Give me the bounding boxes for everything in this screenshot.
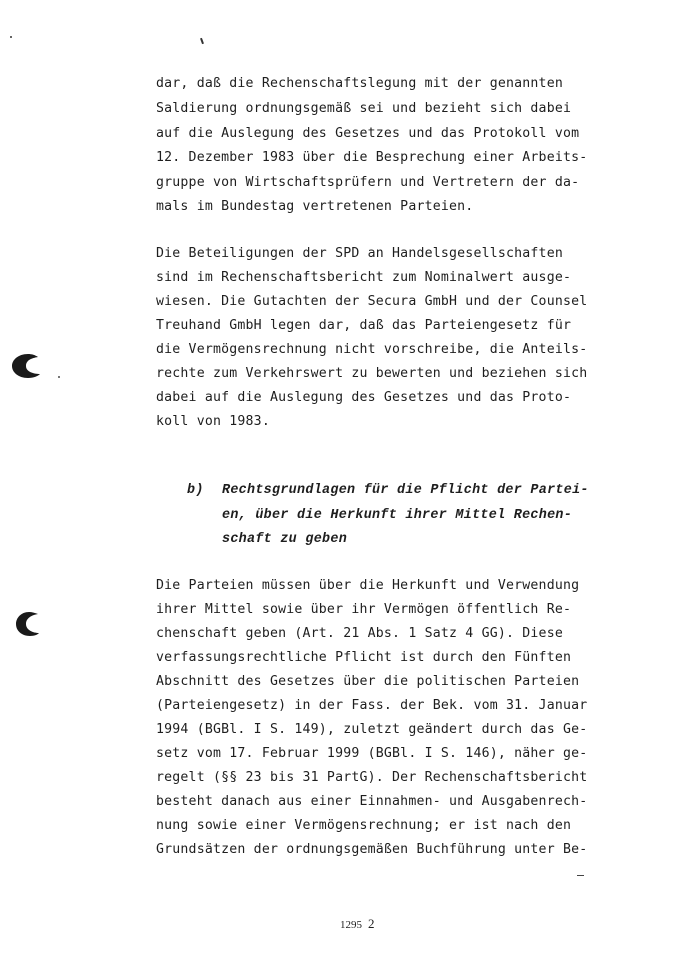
text-line: Treuhand GmbH legen dar, daß das Parteiengesetz für [156,318,572,333]
stamp-number: 1295 [340,919,362,931]
section-heading-line: schaft zu geben [222,532,348,547]
text-line: setz vom 17. Februar 1999 (BGBl. I S. 146), näher ge- [156,746,588,761]
text-line: besteht danach aus einer Einnahmen- und Ausgabenrech- [156,794,588,809]
page-footer [340,916,375,932]
text-line: 1994 (BGBl. I S. 149), zuletzt geändert durch das Ge- [156,722,588,737]
text-line: rechte zum Verkehrswert zu bewerten und beziehen sich [156,366,588,381]
text-line: ihrer Mittel sowie über ihr Vermögen öffentlich Re- [156,602,572,617]
text-line: wiesen. Die Gutachten der Secura GmbH und der Counsel [156,294,588,309]
text-line: (Parteiengesetz) in der Fass. der Bek. vom 31. Januar [156,698,588,713]
punch-hole-mark [8,352,42,380]
text-line: nung sowie einer Vermögensrechnung; er ist nach den [156,818,572,833]
scan-speck [58,376,60,378]
text-line: Die Parteien müssen über die Herkunft und Verwendung [156,578,580,593]
text-line: Die Beteiligungen der SPD an Handelsgesellschaften [156,246,563,261]
text-line: die Vermögensrechnung nicht vorschreibe, die Anteils- [156,342,588,357]
text-line: dabei auf die Auslegung des Gesetzes und das Proto- [156,390,572,405]
text-line: sind im Rechenschaftsbericht zum Nominalwert ausge- [156,270,572,285]
page-number: 2 [368,916,375,931]
text-line: Saldierung ordnungsgemäß sei und bezieht sich dabei [156,101,572,116]
section-heading-line: Rechtsgrundlagen für die Pflicht der Partei- [222,483,589,498]
text-line: mals im Bundestag vertretenen Parteien. [156,199,474,214]
text-line: Grundsätzen der ordnungsgemäßen Buchführung unter Be- [156,842,588,857]
text-line: dar, daß die Rechenschaftslegung mit der genannten [156,76,563,91]
scan-speck [200,38,204,44]
text-line: gruppe von Wirtschaftsprüfern und Vertretern der da- [156,175,580,190]
text-line: 12. Dezember 1983 über die Besprechung einer Arbeits- [156,150,588,165]
scan-speck [10,36,12,38]
text-line: Abschnitt des Gesetzes über die politischen Parteien [156,674,580,689]
section-marker: b) [187,483,204,498]
text-line: regelt (§§ 23 bis 31 PartG). Der Rechenschaftsbericht [156,770,588,785]
text-line: chenschaft geben (Art. 21 Abs. 1 Satz 4 GG). Diese [156,626,563,641]
text-line: verfassungsrechtliche Pflicht ist durch den Fünften [156,650,572,665]
punch-hole-mark [12,609,42,639]
text-line: auf die Auslegung des Gesetzes und das Protokoll vom [156,126,580,141]
scan-speck [577,875,584,876]
text-line: koll von 1983. [156,414,270,429]
section-heading-line: en, über die Herkunft ihrer Mittel Rechen- [222,508,573,523]
